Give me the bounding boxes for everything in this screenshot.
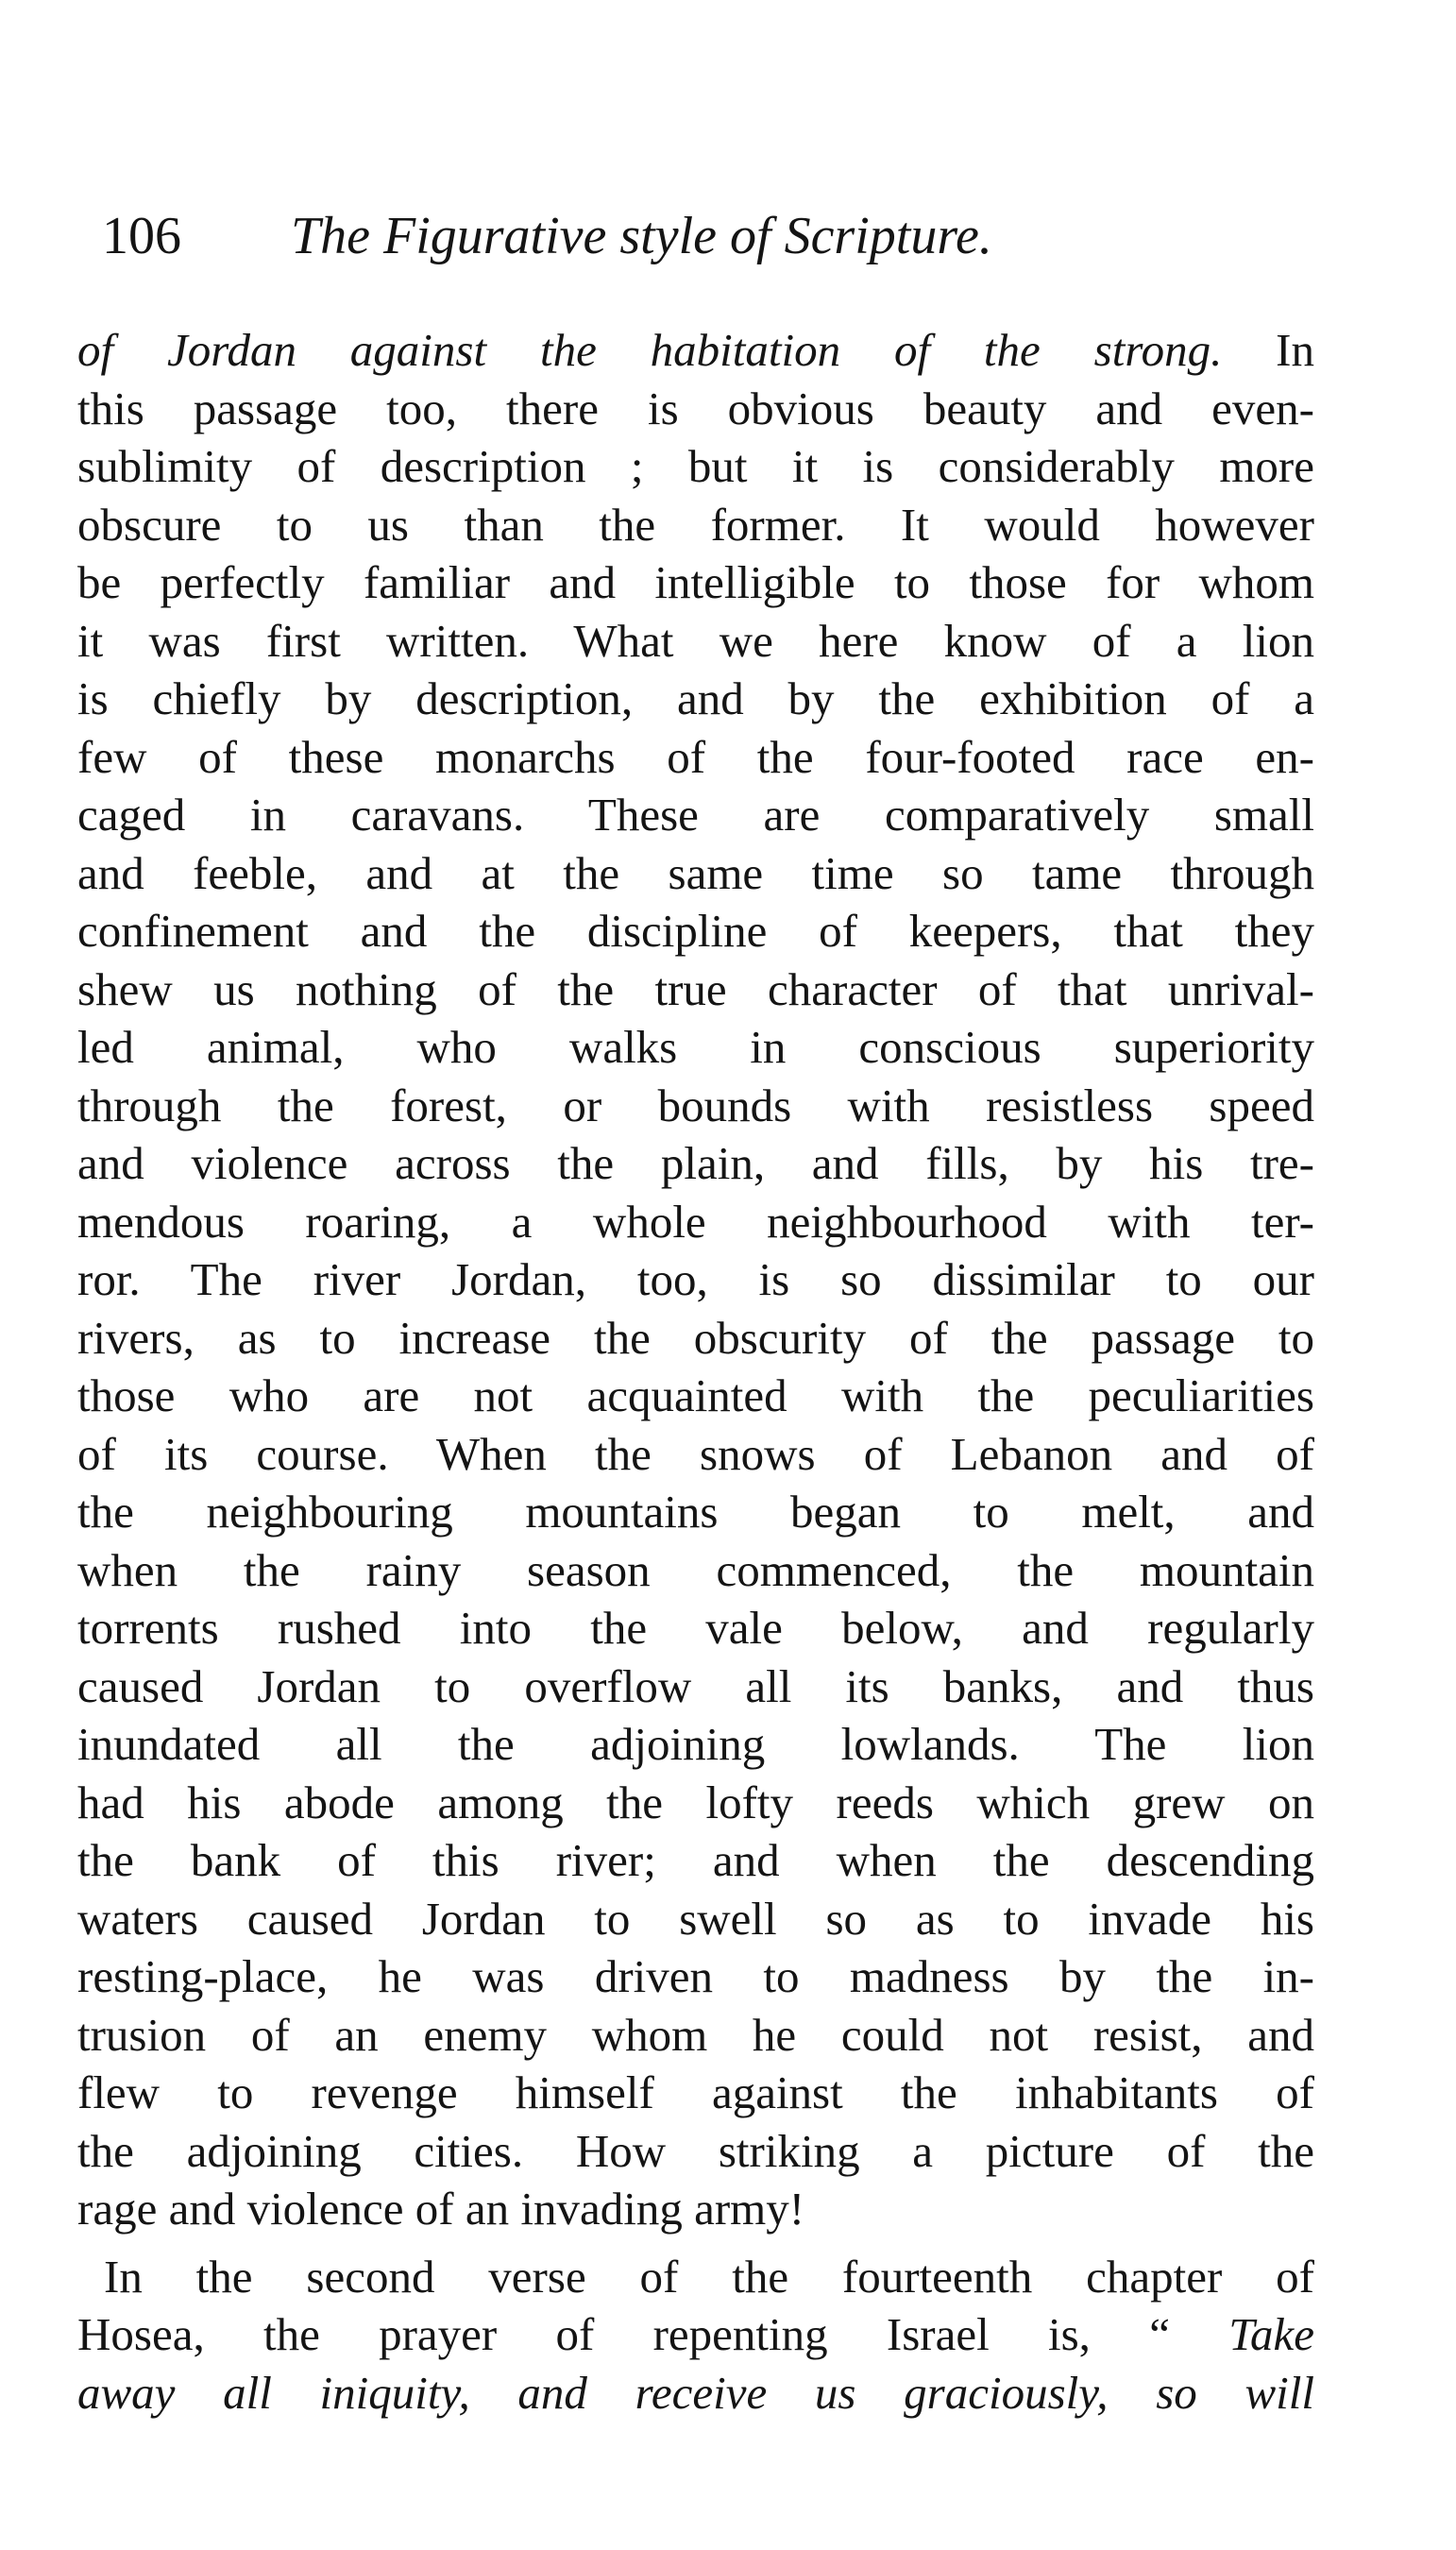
text-line: [77, 1890, 1314, 1948]
text-line: [77, 960, 1314, 1019]
page-number: 106: [102, 207, 181, 265]
text-segment: rivers, as to increase the obscurity of the passage to: [77, 1311, 1314, 1364]
italic-text-segment: away all iniquity, and receive us graciously, so will: [77, 2366, 1314, 2419]
text-line: [77, 1658, 1314, 1716]
text-line: [77, 670, 1314, 728]
text-segment: trusion of an enemy whom he could not resist, and: [77, 2008, 1314, 2061]
text-line: [77, 1774, 1314, 1832]
text-line: [77, 1250, 1314, 1309]
text-segment: is chiefly by description, and by the exhibition of a: [77, 672, 1314, 724]
text-line: [77, 553, 1314, 612]
text-segment: caused Jordan to overflow all its banks, and thus: [77, 1659, 1314, 1712]
text-line: [77, 1715, 1314, 1774]
running-title: The Figurative style of Scripture.: [291, 207, 992, 265]
text-line: [77, 2248, 1314, 2306]
text-line: [77, 437, 1314, 496]
text-line: [77, 1134, 1314, 1193]
text-segment: flew to revenge himself against the inhabitants of: [77, 2066, 1314, 2118]
text-segment: this passage too, there is obvious beauty and even-: [77, 382, 1314, 434]
text-segment: inundated all the adjoining lowlands. The lion: [77, 1718, 1314, 1770]
text-segment: confinement and the discipline of keepers, that they: [77, 905, 1314, 957]
text-segment: few of these monarchs of the four-footed race en-: [77, 730, 1314, 783]
text-line: [77, 2180, 1314, 2238]
text-segment: waters caused Jordan to swell so as to invade his: [77, 1892, 1314, 1945]
text-line: [77, 2006, 1314, 2065]
text-line: [77, 728, 1314, 787]
text-line: [77, 1483, 1314, 1541]
text-line: [77, 2305, 1314, 2364]
text-line: [77, 1367, 1314, 1425]
text-line: [77, 2064, 1314, 2122]
italic-text-segment: Take: [1228, 2308, 1314, 2360]
text-line: [77, 1193, 1314, 1251]
italic-text-segment: of Jordan against the habitation of the strong.: [77, 324, 1223, 376]
text-line: [77, 1018, 1314, 1077]
text-segment: of its course. When the snows of Lebanon and of: [77, 1427, 1314, 1480]
text-line: [77, 2364, 1314, 2422]
text-line: [77, 1831, 1314, 1890]
text-line: [77, 1425, 1314, 1484]
text-line: [77, 2122, 1314, 2181]
text-segment: caged in caravans. These are comparatively small: [77, 789, 1314, 841]
text-line: [77, 844, 1314, 903]
text-segment: the bank of this river; and when the descending: [77, 1834, 1314, 1886]
text-segment: through the forest, or bounds with resistless speed: [77, 1079, 1314, 1131]
text-line: [77, 1309, 1314, 1368]
text-line: [77, 1541, 1314, 1600]
text-segment: In: [1222, 324, 1314, 376]
body-text: [77, 321, 1314, 2422]
text-line: [77, 496, 1314, 554]
text-segment: rage and violence of an invading army!: [77, 2183, 805, 2235]
text-segment: and violence across the plain, and fills, by his tre-: [77, 1137, 1314, 1189]
text-segment: had his abode among the lofty reeds which grew on: [77, 1776, 1314, 1828]
text-segment: obscure to us than the former. It would however: [77, 498, 1314, 551]
text-segment: mendous roaring, a whole neighbourhood with ter-: [77, 1195, 1314, 1248]
text-segment: ror. The river Jordan, too, is so dissimilar to our: [77, 1253, 1314, 1305]
text-line: [77, 1599, 1314, 1658]
text-segment: shew us nothing of the true character of that unrival-: [77, 962, 1314, 1015]
text-line: [77, 786, 1314, 844]
text-segment: sublimity of description ; but it is considerably more: [77, 440, 1314, 492]
text-segment: those who are not acquainted with the peculiarities: [77, 1369, 1314, 1421]
text-segment: be perfectly familiar and intelligible to those for whom: [77, 556, 1314, 608]
text-segment: In the second verse of the fourteenth chapter of: [104, 2250, 1314, 2303]
text-line: [77, 902, 1314, 960]
text-line: [77, 321, 1314, 380]
text-segment: when the rainy season commenced, the mountain: [77, 1543, 1314, 1596]
text-line: [77, 1077, 1314, 1135]
text-line: [77, 612, 1314, 671]
text-line: [77, 380, 1314, 438]
text-segment: resting-place, he was driven to madness by the in-: [77, 1950, 1314, 2002]
text-line: [77, 1947, 1314, 2006]
text-segment: led animal, who walks in conscious superiority: [77, 1021, 1314, 1073]
text-segment: the neighbouring mountains began to melt, and: [77, 1486, 1314, 1538]
text-segment: and feeble, and at the same time so tame through: [77, 846, 1314, 899]
text-segment: Hosea, the prayer of repenting Israel is, “: [77, 2308, 1229, 2360]
text-segment: torrents rushed into the vale below, and regularly: [77, 1602, 1314, 1654]
text-segment: the adjoining cities. How striking a picture of the: [77, 2124, 1314, 2177]
page-header: [102, 194, 1329, 279]
text-segment: it was first written. What we here know of a lion: [77, 614, 1314, 667]
